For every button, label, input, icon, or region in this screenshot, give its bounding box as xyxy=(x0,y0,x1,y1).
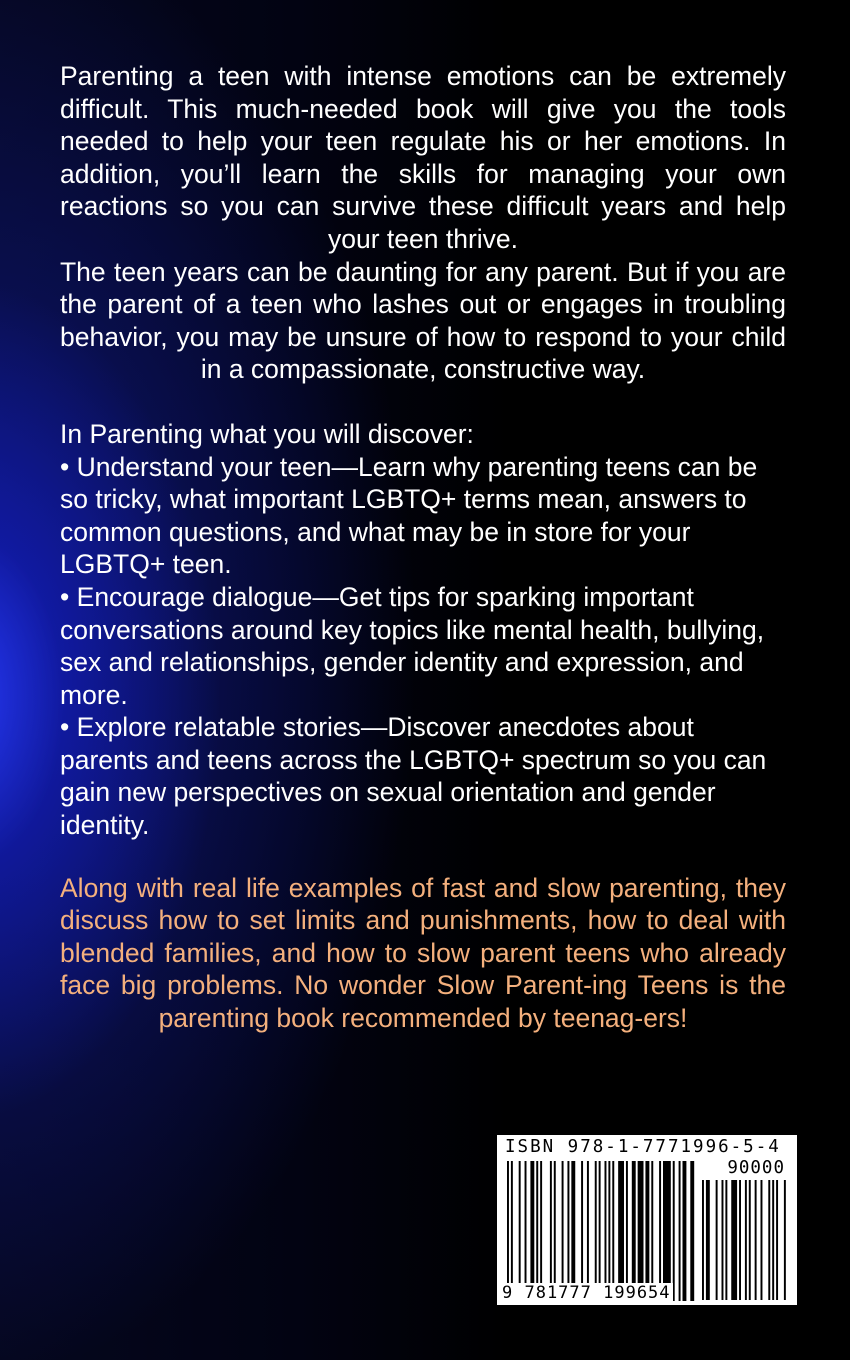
barcode-bar xyxy=(683,1161,687,1301)
price-code: 90000 xyxy=(727,1158,785,1178)
description-text xyxy=(60,60,786,1035)
addon-barcode-bars xyxy=(702,1180,787,1300)
barcode-bar xyxy=(536,1161,538,1301)
barcode-bar xyxy=(755,1180,757,1300)
barcode-bar xyxy=(706,1180,710,1300)
isbn-barcode xyxy=(497,1135,797,1305)
barcode-bar xyxy=(638,1161,644,1301)
barcode-bar xyxy=(550,1161,552,1301)
barcode-bar xyxy=(731,1180,737,1300)
barcode-bar xyxy=(690,1161,694,1301)
barcode-bar xyxy=(663,1161,671,1301)
discover-heading: In Parenting what you will discover: xyxy=(60,418,474,449)
isbn-label: ISBN 978-1-7771996-5-4 xyxy=(505,1137,781,1157)
bullet-item-understand: • Understand your teen—Learn why parenting teens can be so tricky, what important LGBTQ+ terms mean, answers to common questions, and what may be in store for your LGBTQ+ teen. xyxy=(60,451,758,580)
bullet-item-dialogue: • Encourage dialogue—Get tips for sparking important conversations around key topics like mental health, bullying, sex and relationships, gender identity and expression, and more. xyxy=(60,581,765,710)
barcode-bar xyxy=(749,1180,751,1300)
barcode-bar xyxy=(605,1161,607,1301)
barcode-bar xyxy=(525,1161,527,1301)
barcode-bar xyxy=(702,1180,704,1300)
barcode-bar xyxy=(540,1161,542,1301)
barcode-bar xyxy=(745,1180,747,1300)
barcode-bar xyxy=(725,1180,727,1300)
barcode-bar xyxy=(562,1161,564,1301)
barcode-bar xyxy=(626,1161,628,1301)
bullet-item-stories: • Explore relatable stories—Discover anecdotes about parents and teens across the LGBTQ+ spectrum so you can gain new perspectives on sexual orientation and gender identity. xyxy=(60,712,767,841)
barcode-bar xyxy=(587,1161,589,1301)
barcode-bar xyxy=(651,1161,653,1301)
barcode-bar xyxy=(679,1161,681,1301)
barcode-bar xyxy=(595,1161,597,1301)
barcode-bar xyxy=(599,1161,601,1301)
barcode-bar xyxy=(716,1180,718,1300)
barcode-bar xyxy=(772,1180,774,1300)
barcode-bar xyxy=(673,1161,675,1301)
barcode-bar xyxy=(768,1180,770,1300)
intro-paragraph-1: Parenting a teen with intense emotions can be extremely difficult. This much-needed book will give you the tools needed to help your teen regulate his or her emotions. In addition, you’ll learn the skills for managing your own reactions so you can survive these difficult years and help your teen thrive. xyxy=(60,61,786,254)
barcode-bar xyxy=(632,1161,636,1301)
barcode-bar xyxy=(784,1180,786,1300)
barcode-bar xyxy=(530,1161,534,1301)
barcode-bar xyxy=(571,1161,575,1301)
barcode-bar xyxy=(612,1161,614,1301)
spacer xyxy=(60,842,786,872)
barcode-bar xyxy=(511,1161,513,1301)
barcode-bar xyxy=(567,1161,569,1301)
barcode-bar xyxy=(608,1161,610,1301)
intro-paragraph-2: The teen years can be daunting for any parent. But if you are the parent of a teen who lashes out or engages in troubling behavior, you may be unsure of how to respond to your child in a compassionate, constructive way. xyxy=(60,256,786,385)
barcode-bar xyxy=(761,1180,763,1300)
barcode-bar xyxy=(554,1161,556,1301)
barcode-bar xyxy=(618,1161,624,1301)
barcode-bar xyxy=(581,1161,583,1301)
barcode-bar xyxy=(722,1180,724,1300)
barcode-digits: 9 781777 199654 xyxy=(502,1283,671,1303)
barcode-bar xyxy=(645,1161,649,1301)
closing-paragraph: Along with real life examples of fast and slow parenting, they discuss how to set limits and punishments, how to deal with blended families, and how to slow parent teens who already face big problems. No wonder Slow Parent-ing Teens is the parenting book recommended by teenag-ers! xyxy=(60,872,786,1034)
barcode-bar xyxy=(507,1161,509,1301)
barcode-bar xyxy=(739,1180,741,1300)
barcode-bars xyxy=(507,1161,697,1301)
barcode-bar xyxy=(776,1180,778,1300)
spacer xyxy=(60,386,786,418)
barcode-bar xyxy=(519,1161,521,1301)
barcode-bar xyxy=(659,1161,661,1301)
